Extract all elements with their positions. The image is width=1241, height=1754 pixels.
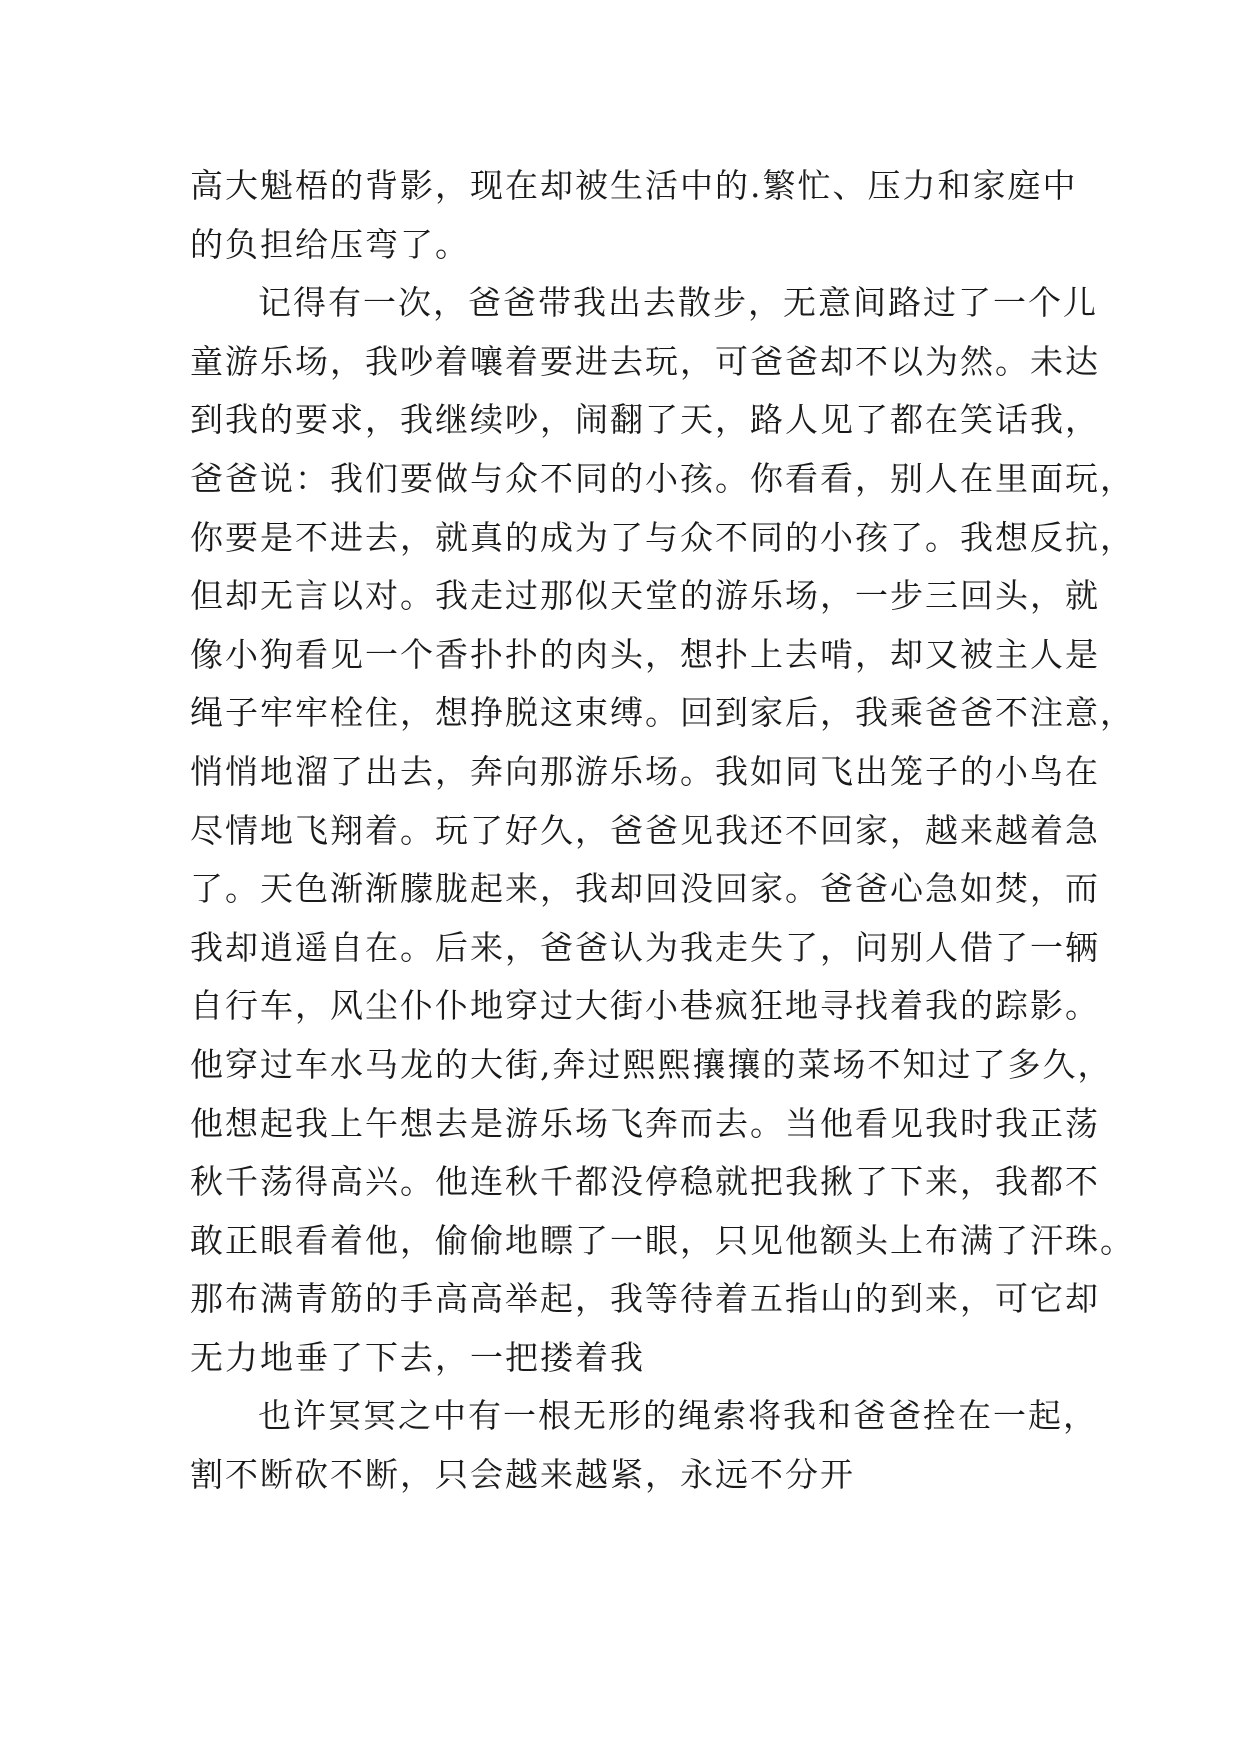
paragraph-first-line: 记得有一次，爸爸带我出去散步，无意间路过了一个儿 xyxy=(258,283,1098,323)
text-line: 无力地垂了下去，一把搂着我 xyxy=(190,1337,645,1377)
text-line: 那布满青筋的手高高举起，我等待着五指山的到来，可它却 xyxy=(190,1279,1100,1319)
text-line: 爸爸说：我们要做与众不同的小孩。你看看，别人在里面玩， xyxy=(190,458,1135,498)
text-line: 的负担给压弯了。 xyxy=(190,224,470,264)
text-line: 绳子牢牢栓住，想挣脱这束缚。回到家后，我乘爸爸不注意， xyxy=(190,693,1135,733)
text-line: 他想起我上午想去是游乐场飞奔而去。当他看见我时我正荡 xyxy=(190,1103,1100,1143)
text-line: 自行车，风尘仆仆地穿过大街小巷疯狂地寻找着我的踪影。 xyxy=(190,986,1100,1026)
text-line: 像小狗看见一个香扑扑的肉头，想扑上去啃，却又被主人是 xyxy=(190,634,1100,674)
paragraph-first-line: 也许冥冥之中有一根无形的绳索将我和爸爸拴在一起， xyxy=(258,1396,1098,1436)
text-line: 我却逍遥自在。后来，爸爸认为我走失了，问别人借了一辆 xyxy=(190,927,1100,967)
text-line: 但却无言以对。我走过那似天堂的游乐场，一步三回头，就 xyxy=(190,576,1100,616)
text-line: 高大魁梧的背影，现在却被生活中的.繁忙、压力和家庭中 xyxy=(190,166,1078,205)
text-line: 割不断砍不断，只会越来越紧，永远不分开 xyxy=(190,1455,855,1495)
text-line: 了。天色渐渐朦胧起来，我却回没回家。爸爸心急如焚，而 xyxy=(190,869,1100,909)
text-line: 秋千荡得高兴。他连秋千都没停稳就把我揪了下来，我都不 xyxy=(190,1162,1100,1202)
text-line: 童游乐场，我吵着嚷着要进去玩，可爸爸却不以为然。未达 xyxy=(190,341,1100,381)
body-text xyxy=(190,157,1135,1505)
text-line: 他穿过车水马龙的大街,奔过熙熙攘攘的菜场不知过了多久， xyxy=(190,1044,1113,1084)
text-line: 悄悄地溜了出去，奔向那游乐场。我如同飞出笼子的小鸟在 xyxy=(190,751,1100,791)
text-line: 到我的要求，我继续吵，闹翻了天，路人见了都在笑话我， xyxy=(190,400,1100,440)
text-line: 尽情地飞翔着。玩了好久，爸爸见我还不回家，越来越着急 xyxy=(190,810,1100,850)
text-line: 敢正眼看着他，偷偷地瞟了一眼，只见他额头上布满了汗珠。 xyxy=(190,1220,1135,1260)
text-line: 你要是不进去，就真的成为了与众不同的小孩了。我想反抗， xyxy=(190,517,1135,557)
